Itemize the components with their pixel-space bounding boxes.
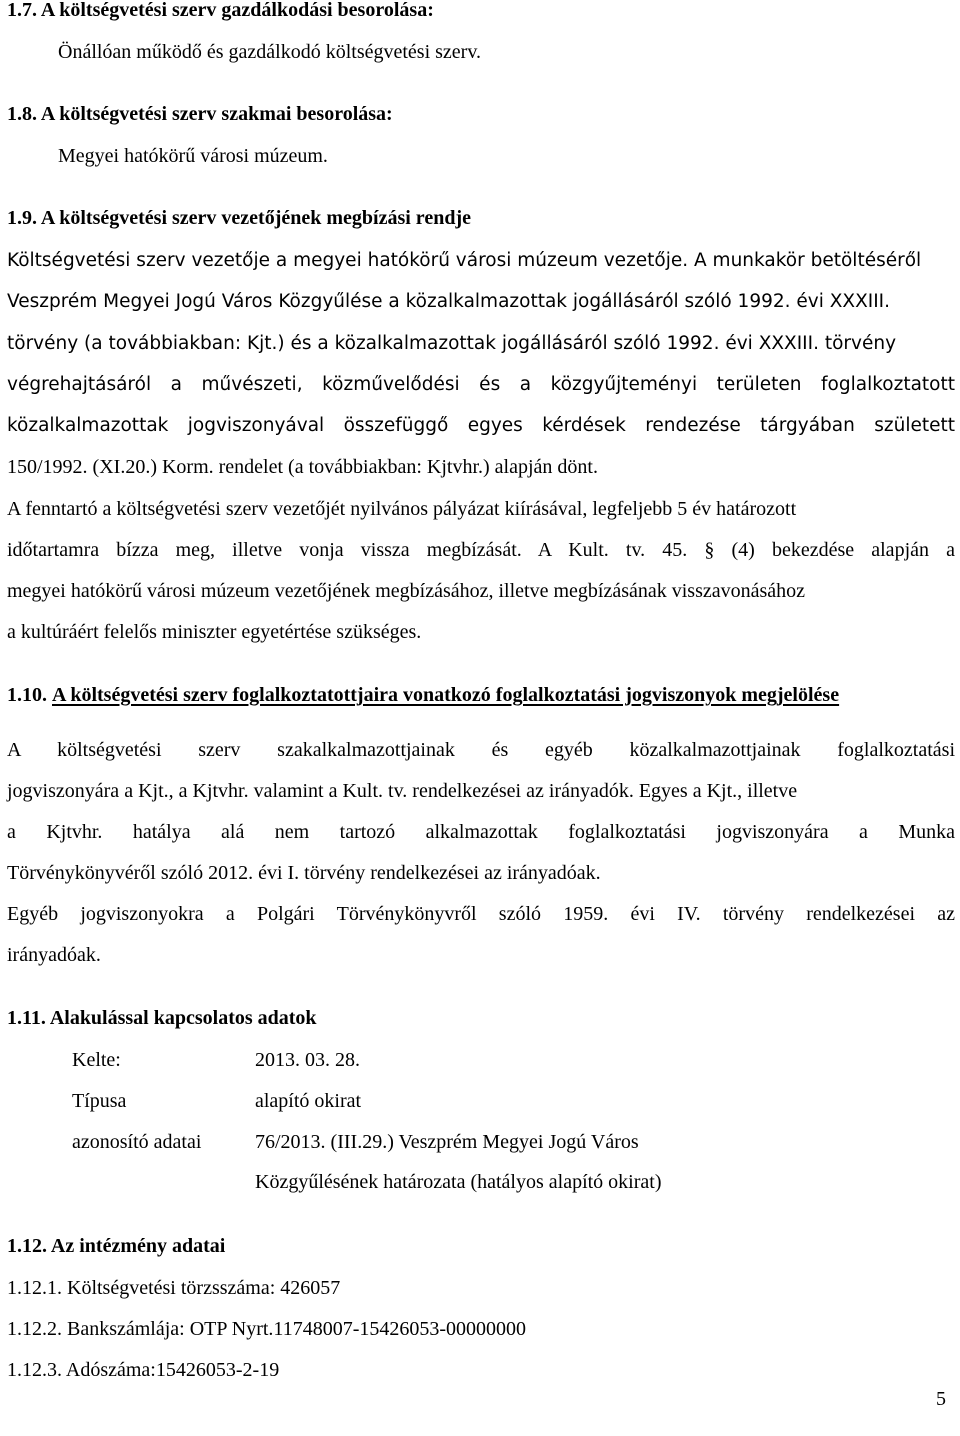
section-title: Alakulással kapcsolatos adatok [49, 1007, 317, 1029]
paragraph-line: megyei hatókörű városi múzeum vezetőjének megbízásához, illetve megbízásának visszavonásához [7, 580, 806, 602]
founding-label: Típusa [72, 1090, 127, 1112]
paragraph-line: Törvénykönyvéről szóló 2012. évi I. törvény rendelkezései az irányadóak. [7, 862, 601, 884]
paragraph-line: a kultúráért felelős miniszter egyetértése szükséges. [7, 621, 422, 643]
paragraph-line: időtartamra bízza meg, illetve vonja vissza megbízását. A Kult. tv. 45. § (4) bekezdése alapján a [7, 539, 955, 561]
founding-value: 76/2013. (III.29.) Veszprém Megyei Jogú Város [255, 1131, 639, 1153]
paragraph-line: végrehajtásáról a művészeti, közművelődési és a közgyűjteményi területen foglalkoztatott [7, 374, 955, 395]
institution-data-item: 1.12.1. Költségvetési törzsszáma: 426057 [7, 1277, 341, 1299]
section-1-7-text: Önállóan működő és gazdálkodó költségvetési szerv. [58, 41, 482, 63]
section-1-8-heading [7, 102, 393, 126]
paragraph-line: Veszprém Megyei Jogú Város Közgyűlése a közalkalmazottak jogállásáról szóló 1992. évi XXXIII. [7, 291, 891, 312]
paragraph-line: Egyéb jogviszonyokra a Polgári Törvénykönyvről szóló 1959. évi IV. törvény rendelkezései az [7, 903, 955, 925]
founding-value-continued: Közgyűlésének határozata (hatályos alapító okirat) [255, 1171, 662, 1193]
paragraph-line: jogviszonyára a Kjt., a Kjtvhr. valamint a Kult. tv. rendelkezései az irányadók. Egyes a Kjt., illetve [7, 780, 798, 802]
section-number: 1.9. [7, 207, 37, 229]
paragraph-line: irányadóak. [7, 944, 101, 966]
section-1-9-heading [7, 206, 471, 230]
section-1-10-heading [7, 683, 839, 707]
section-title: A költségvetési szerv vezetőjének megbízási rendje [40, 207, 471, 229]
section-number: 1.7. [7, 0, 37, 21]
section-title: A költségvetési szerv foglalkoztatottjaira vonatkozó foglalkoztatási jogviszonyok megjelölése [52, 684, 840, 706]
section-title: Az intézmény adatai [50, 1235, 226, 1257]
section-title: A költségvetési szerv gazdálkodási besorolása: [40, 0, 434, 21]
section-number: 1.12. [7, 1235, 47, 1257]
founding-value: 2013. 03. 28. [255, 1049, 360, 1071]
institution-data-item: 1.12.3. Adószáma:15426053-2-19 [7, 1359, 280, 1381]
paragraph-line: A költségvetési szerv szakalkalmazottjainak és egyéb közalkalmazottjainak foglalkoztatási [7, 739, 955, 761]
section-number: 1.11. [7, 1007, 46, 1029]
section-1-7-heading [7, 0, 434, 22]
founding-label: Kelte: [72, 1049, 121, 1071]
section-number: 1.8. [7, 103, 37, 125]
founding-label: azonosító adatai [72, 1131, 202, 1153]
paragraph-line: a Kjtvhr. hatálya alá nem tartozó alkalmazottak foglalkoztatási jogviszonyára a Munka [7, 821, 955, 843]
founding-value: alapító okirat [255, 1090, 362, 1112]
section-number: 1.10. [7, 684, 47, 706]
section-title: A költségvetési szerv szakmai besorolása: [40, 103, 393, 125]
institution-data-item: 1.12.2. Bankszámlája: OTP Nyrt.11748007-15426053-00000000 [7, 1318, 527, 1340]
paragraph-line: A fenntartó a költségvetési szerv vezetőjét nyilvános pályázat kiírásával, legfeljebb 5 év határozott [7, 498, 797, 520]
paragraph-line: közalkalmazottak jogviszonyával összefüggő egyes kérdések rendezése tárgyában született [7, 415, 955, 436]
section-1-12-heading [7, 1234, 225, 1258]
paragraph-line: 150/1992. (XI.20.) Korm. rendelet (a továbbiakban: Kjtvhr.) alapján dönt. [7, 456, 598, 478]
paragraph-line: törvény (a továbbiakban: Kjt.) és a közalkalmazottak jogállásáról szóló 1992. évi XXXIII. törvény [7, 333, 897, 354]
paragraph-line: Költségvetési szerv vezetője a megyei hatókörű városi múzeum vezetője. A munkakör betöltéséről [7, 250, 922, 271]
section-1-8-text: Megyei hatókörű városi múzeum. [58, 145, 328, 167]
section-1-11-heading [7, 1006, 317, 1030]
page-number: 5 [936, 1388, 946, 1410]
